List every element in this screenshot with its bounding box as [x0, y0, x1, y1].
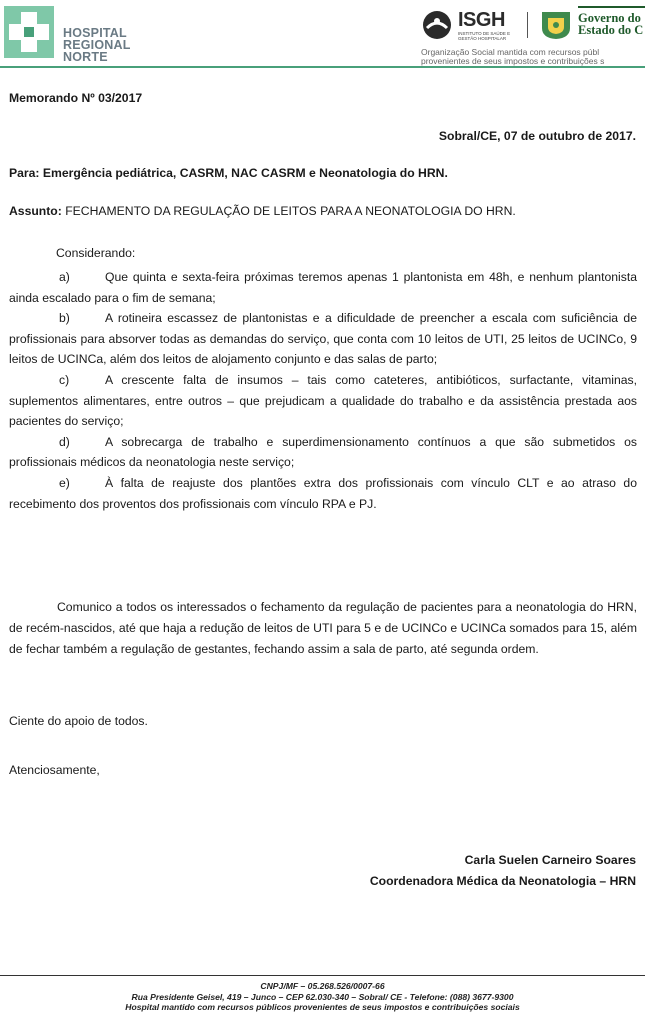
footer-rule [0, 975, 645, 976]
item-letter: e) [59, 475, 70, 490]
isgh-emblem-icon [422, 10, 452, 40]
gov-name [578, 12, 643, 36]
memo-salutation: Atenciosamente, [9, 763, 100, 777]
hospital-name-line2: REGIONAL [63, 38, 131, 52]
item-letter: d) [59, 434, 70, 449]
hospital-name [63, 27, 131, 63]
list-item [9, 267, 637, 308]
gov-name-line2: Estado do C [578, 23, 644, 37]
isgh-name: ISGH [458, 9, 505, 31]
hrn-logo [0, 0, 170, 62]
subject-label: Assunto: [9, 204, 62, 218]
item-text: A sobrecarga de trabalho e superdimensionamento contínuos a que são submetidos os profissionais médicos da neonatologia neste serviço; [9, 434, 637, 470]
list-item [9, 308, 637, 370]
memo-date: Sobral/CE, 07 de outubro de 2017. [438, 129, 636, 143]
list-item [9, 370, 637, 432]
isgh-subtitle: INSTITUTO DE SAÚDE E GESTÃO HOSPITALAR [458, 31, 511, 41]
footer-funding-note: Hospital mantido com recursos públicos provenientes de seus impostos e contribuições sociais [125, 1002, 520, 1012]
item-letter: c) [59, 372, 70, 387]
letterhead [0, 0, 645, 70]
org-note-line1: Organização Social mantida com recursos públ [421, 47, 600, 57]
item-text: Que quinta e sexta-feira próximas teremos apenas 1 plantonista em 48h, e nenhum plantonista ainda escalado para o fim de semana; [9, 270, 637, 305]
org-note-line2: provenientes de seus impostos e contribuições s [421, 56, 605, 66]
item-letter: a) [59, 270, 70, 284]
list-item [9, 432, 637, 473]
signature-role: Coordenadora Médica da Neonatologia – HRN [369, 874, 636, 888]
government-logo [540, 8, 645, 42]
list-item [9, 473, 637, 514]
subject-text: FECHAMENTO DA REGULAÇÃO DE LEITOS PARA A NEONATOLOGIA DO HRN. [61, 204, 516, 218]
memo-closing-note: Ciente do apoio de todos. [9, 714, 148, 728]
considerando-label: Considerando: [56, 246, 136, 260]
isgh-logo [418, 8, 522, 42]
memo-title: Memorando Nº 03/2017 [9, 91, 143, 105]
hospital-name-line3: NORTE [63, 50, 108, 64]
memo-subject [9, 204, 516, 218]
footer-address: Rua Presidente Geisel, 419 – Junco – CEP 62.030-340 – Sobral/ CE - Telefone: (088) 3677-9300 [131, 991, 514, 1002]
gov-rule [578, 6, 645, 8]
header-divider [527, 12, 528, 38]
hospital-cross-icon [4, 6, 54, 58]
header-rule [0, 66, 645, 68]
item-text: À falta de reajuste dos plantões extra dos profissionais com vínculo CLT e ao atraso do recebimento dos proventos dos profissionais com vínculo RPA e PJ. [9, 475, 637, 511]
hospital-name-line1: HOSPITAL [63, 26, 127, 40]
signature-name: Carla Suelen Carneiro Soares [464, 853, 636, 867]
state-seal-icon [540, 10, 572, 40]
item-text: A rotineira escassez de plantonistas e a dificuldade de preencher a escala com suficiência de profissionais para absorver todas as demandas do serviço, que conta com 10 leitos de UTI, 25 leitos de UCINCo, 9 leitos de UCINCa, além dos leitos de alojamento conjunto e das salas de parto; [9, 311, 637, 367]
item-text: A crescente falta de insumos – tais como cateteres, antibióticos, surfactante, vitaminas, suplementos alimentares, entre outros – que prejudicam a qualidade do trabalho e da assistência prestada aos pacientes do serviço; [9, 372, 637, 429]
footer-cnpj: CNPJ/MF – 05.268.526/0007-66 [260, 981, 385, 991]
gov-name-line1: Governo do [578, 11, 641, 25]
organization-note [421, 48, 645, 66]
considerations-list [9, 267, 637, 514]
footer [0, 981, 645, 1013]
memo-announcement: Comunico a todos os interessados o fechamento da regulação de pacientes para a neonatologia do HRN, de recém-nascidos, até que haja a redução de leitos de UTI para 5 e de UCINCo e UCINCa somados para 15, além de fechar também a regulação de gestantes, fechando assim a sala de parto, até segunda ordem. [9, 600, 637, 656]
memo-recipients: Para: Emergência pediátrica, CASRM, NAC CASRM e Neonatologia do HRN. [9, 166, 448, 180]
item-letter: b) [59, 311, 70, 326]
